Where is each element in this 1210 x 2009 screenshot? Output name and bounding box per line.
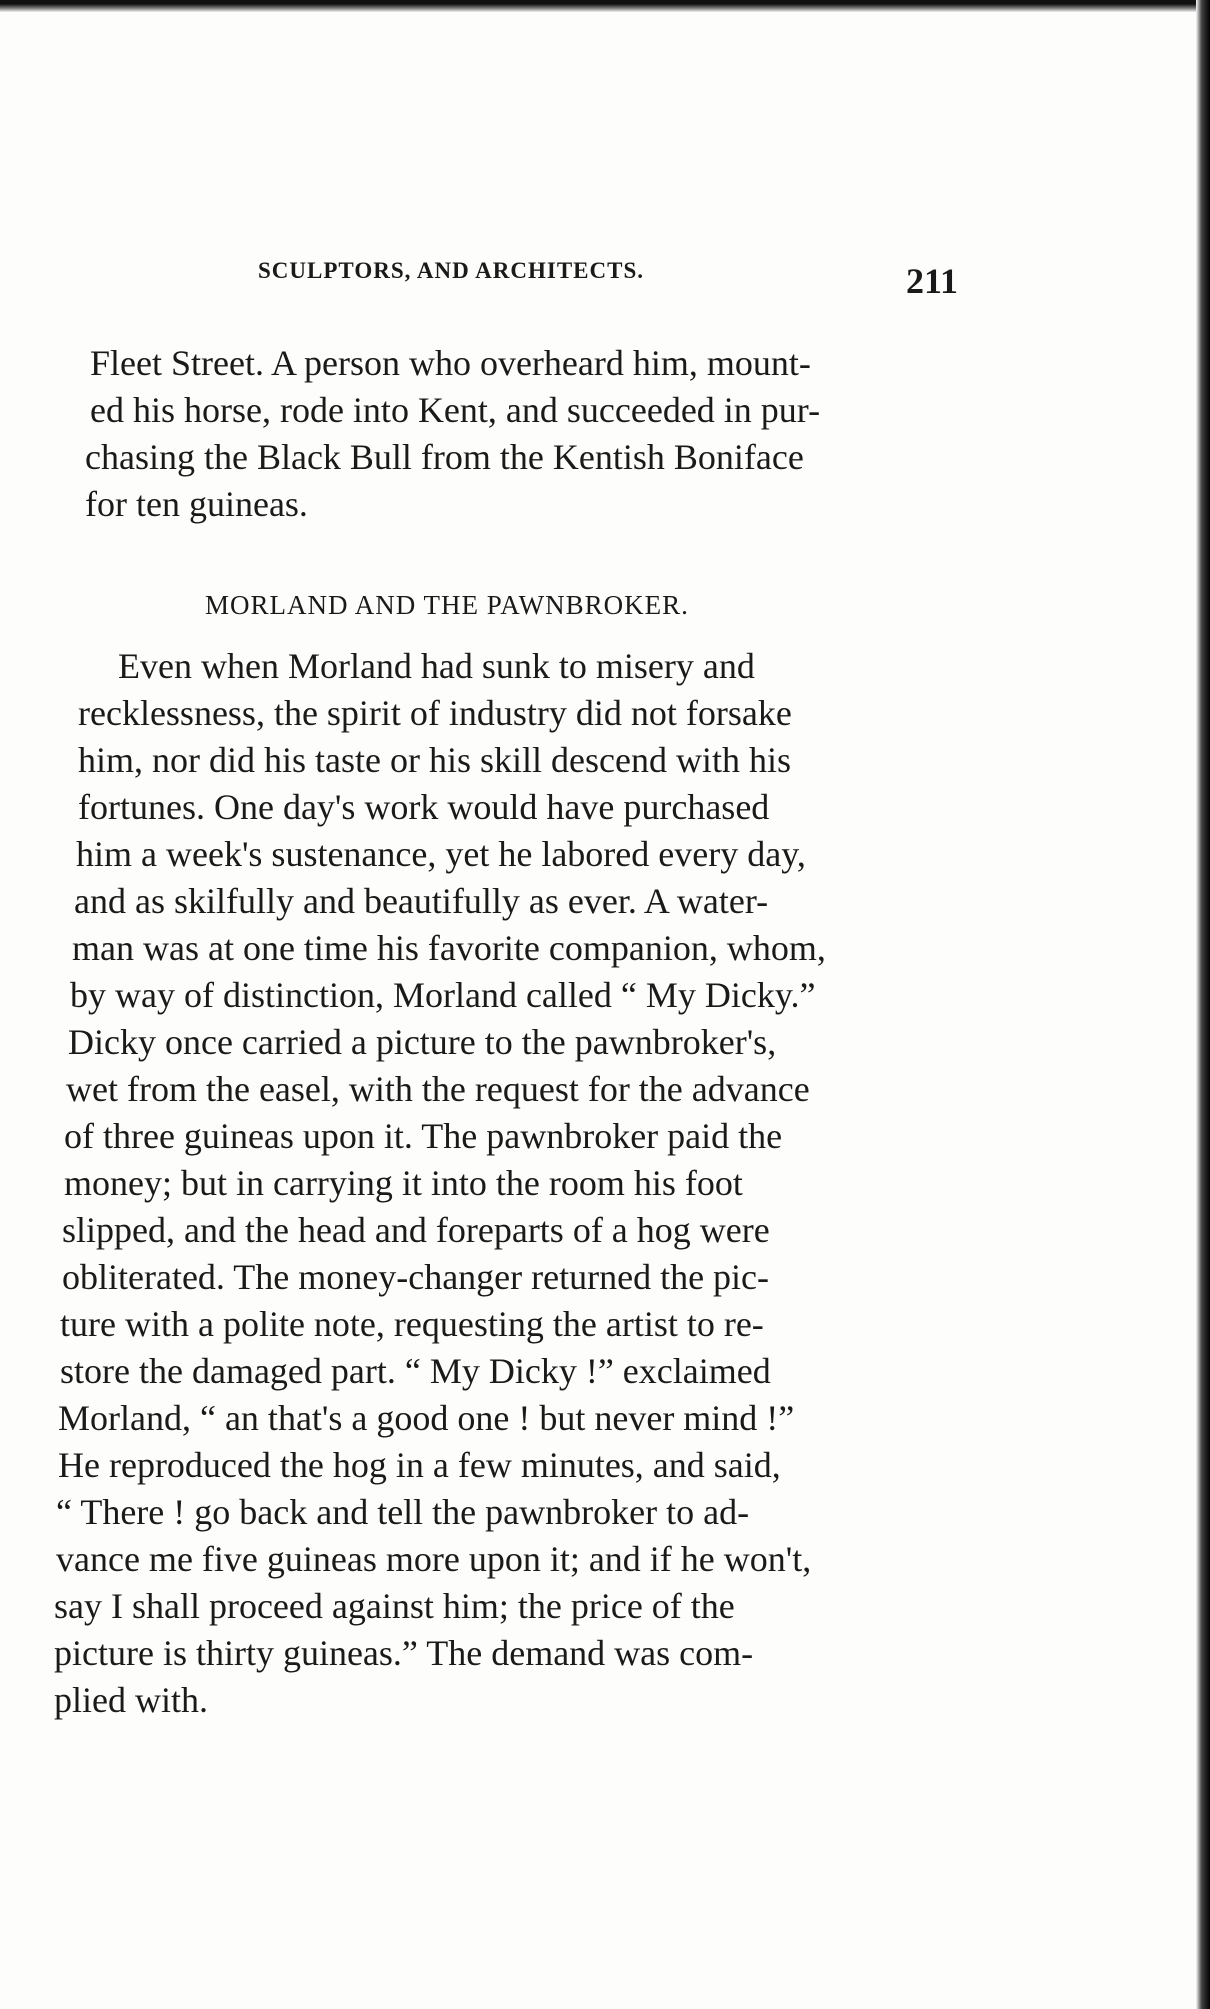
paragraph-line: him a week's sustenance, yet he labored every day, bbox=[76, 834, 806, 874]
page-number: 211 bbox=[906, 261, 959, 301]
paragraph-line: for ten guineas. bbox=[85, 484, 308, 524]
paragraph-line: Even when Morland had sunk to misery and bbox=[118, 646, 755, 686]
paragraph-line: and as skilfully and beautifully as ever. A water- bbox=[74, 881, 769, 921]
page-top-edge bbox=[0, 0, 1210, 12]
paragraph-line: fortunes. One day's work would have purchased bbox=[78, 787, 770, 827]
paragraph-line: He reproduced the hog in a few minutes, and said, bbox=[58, 1445, 781, 1485]
paragraph-line: man was at one time his favorite companion, whom, bbox=[72, 928, 826, 968]
paragraph-line: by way of distinction, Morland called “ My Dicky.” bbox=[70, 975, 816, 1015]
paragraph-line: Fleet Street. A person who overheard him, mount- bbox=[90, 343, 811, 383]
paragraph-line: chasing the Black Bull from the Kentish Boniface bbox=[85, 437, 804, 477]
paragraph-line: Dicky once carried a picture to the pawnbroker's, bbox=[68, 1022, 777, 1062]
paragraph-line: money; but in carrying it into the room his foot bbox=[64, 1163, 743, 1203]
paragraph-line: ed his horse, rode into Kent, and succeeded in pur- bbox=[90, 390, 821, 430]
paragraph-line: Morland, “ an that's a good one ! but never mind !” bbox=[58, 1398, 795, 1438]
section-heading: MORLAND AND THE PAWNBROKER. bbox=[205, 590, 689, 620]
paragraph-line: him, nor did his taste or his skill descend with his bbox=[78, 740, 791, 780]
paragraph-line: recklessness, the spirit of industry did not forsake bbox=[78, 693, 792, 733]
page-right-edge bbox=[1196, 0, 1210, 2009]
paragraph-line: obliterated. The money-changer returned the pic- bbox=[62, 1257, 770, 1297]
paragraph-line: say I shall proceed against him; the price of the bbox=[54, 1586, 735, 1626]
paragraph-line: wet from the easel, with the request for the advance bbox=[66, 1069, 810, 1109]
paragraph-line: ture with a polite note, requesting the artist to re- bbox=[60, 1304, 764, 1344]
paragraph-line: picture is thirty guineas.” The demand was com- bbox=[54, 1633, 754, 1673]
paragraph-line: store the damaged part. “ My Dicky !” exclaimed bbox=[60, 1351, 771, 1391]
paragraph-line: “ There ! go back and tell the pawnbroker to ad- bbox=[56, 1492, 750, 1532]
running-head: SCULPTORS, AND ARCHITECTS. bbox=[258, 258, 645, 283]
paragraph-line: of three guineas upon it. The pawnbroker paid the bbox=[64, 1116, 783, 1156]
paragraph-line: slipped, and the head and foreparts of a hog were bbox=[62, 1210, 770, 1250]
paragraph-line: plied with. bbox=[54, 1680, 208, 1720]
paragraph-line: vance me five guineas more upon it; and if he won't, bbox=[56, 1539, 812, 1579]
